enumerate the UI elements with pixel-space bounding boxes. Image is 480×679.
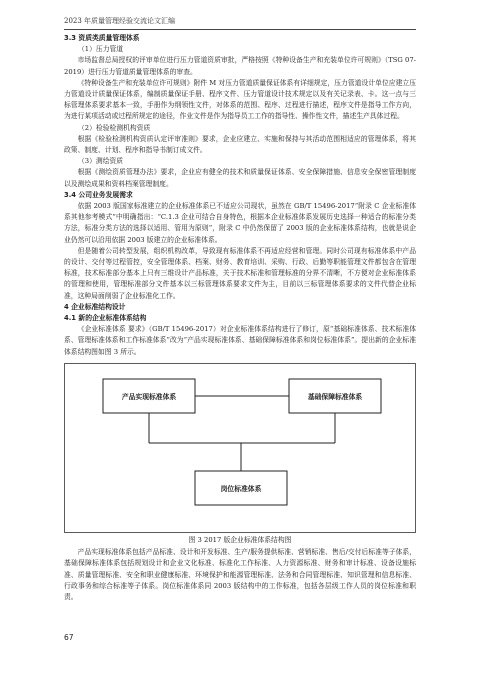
box-product-realization: 产品实现标准体系 [121, 392, 177, 401]
figure-caption: 图 3 2017 版企业标准体系结构图 [188, 535, 292, 544]
paragraph: 产品实现标准体系包括产品标准、设计和开发标准、生产/服务提供标准、营销标准、售后/交付后标准等子体系，基础保障标准体系包括规划设计和企业文化标准、标准化工作标准、人力资源标准、财务和审计标准、设备设施标准、质量管理标准、安全和职业健康标准、环境保护和能源管理标准、法务和合同管理标准、知识管理和信息标准、行政事务和综合标准等子体系。岗位标准体系同 2003 版结构中的工作标准，包括各层级工作人员的岗位标准和职责。 [64, 548, 416, 601]
diagram-lines [64, 363, 416, 533]
box-basic-support: 基础保障标准体系 [307, 392, 363, 401]
section-3-4-heading: 3.4 公司业务发展需求 [64, 190, 133, 199]
paragraph: 市场监督总局授权的评审单位进行压力管道资质审批，严格按照《特种设备生产和充装单位许可规则》（TSG 07-2019）进行压力管道质量管理体系的审查。 [64, 56, 416, 76]
paragraph: 依据 2003 版国家标准建立的企业标准体系已不适应公司现状，虽然在 GB/T 15496-2017“附录 C 企业标准体系其他参考模式”中明确指出：“C.1.3 企业可结合自身特色，根据本企业标准体系发展历史选择一种适合的标准分类方法，标准分类方法的选择以适用、管用为原则”，附录 C 中仍然保留了 2003 版的企业标准体系结构，也就是说企业仍然可以沿用依据 2003 版建立的企业标准体系。 [64, 202, 416, 244]
section-4-1-heading: 4.1 新的企业标准体系结构 [64, 314, 147, 323]
paragraph: 根据《检验检测机构资质认定评审准则》要求，企业应建立、实施和保持与其活动范围相适应的管理体系，将其政策、制度、计划、程序和指导书制订成文件。 [64, 134, 416, 155]
paragraph: 《特种设备生产和充装单位许可规则》附件 M 对压力管道质量保证体系有详细规定，压力管道设计单位应建立压力管道设计质量保证体系，编制质量保证手册、程序文件、压力管道设计技术规定以及有关记录表、卡。这一点与三标管理体系要求基本一致，手册作为纲领性文件，对体系的范围、程序、过程进行描述，程序文件是指导工作方向，为进行某项活动或过程所规定的途径，作业文件是作为指导员工工作的指导性、操作性文件，描述生产具体过程。 [64, 78, 416, 121]
section-4-heading: 4 企业标准结构设计 [64, 302, 126, 311]
running-header: 2023 年质量管理经验交流论文汇编 [64, 17, 416, 30]
box-position: 岗位标准体系 [220, 484, 262, 493]
paragraph: 根据《测绘资质管理办法》要求，企业应有健全的技术和质量保证体系、安全保障措施、信息安全保密管理制度以及测绘成果和资料档案管理制度。 [64, 168, 416, 188]
page-number: 67 [64, 633, 74, 642]
item-pressure-pipe-title: （1）压力管道 [78, 45, 124, 54]
section-3-3-heading: 3.3 资质类质量管理体系 [64, 34, 140, 42]
paragraph: 但是随着公司转型发展，组织机构改革，导致现有标准体系不再适应经营和管理。同时公司现有标准体系中产品的设计、交付等过程管控，安全管理体系、档案、财务、教育培训、采购、行政、后勤等职能管理文件都包含在管理标准，技术标准部分基本上只有三维设计产品标准，关于技术标准和管理标准的分界不清晰，不方便对企业标准体系的管理和使用，管理标准部分文件基本以三标管理体系要求文件为主，目前以三标管理体系要求的文件代替企业标准，这种局面削弱了企业标准化工作。 [64, 246, 416, 300]
paragraph: 《企业标准体系 要求》（GB/T 15496-2017）对企业标准体系结构进行了修订，原“基础标准体系、技术标准体系、管理标准体系和工作标准体系”改为“产品实现标准体系、基础保障标准体系和岗位标准体系”。提出新的企业标准体系结构图如图 3 所示。 [64, 325, 416, 356]
standard-system-diagram [64, 363, 416, 533]
page-body [64, 33, 416, 603]
item-survey-title: （3）测绘资质 [78, 157, 124, 166]
item-inspection-title: （2）检验检测机构资质 [78, 123, 151, 132]
